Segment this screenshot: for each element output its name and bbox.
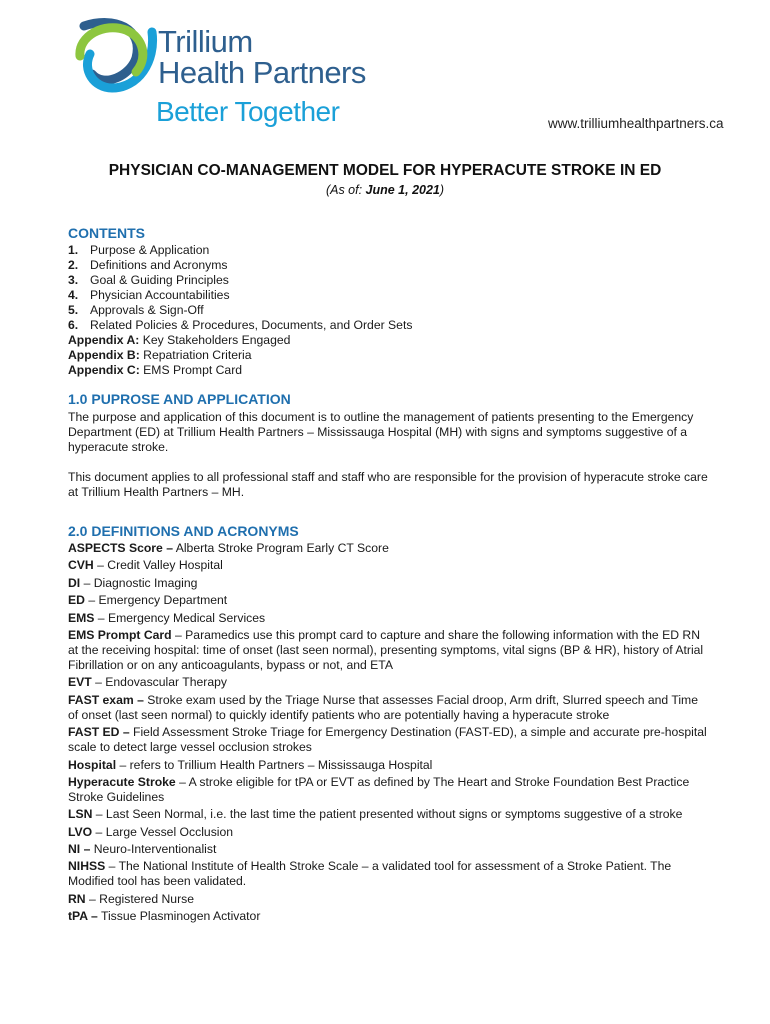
purpose-paragraph-2: This document applies to all professional staff and staff who are responsible for the provision of hyperacute stroke care at Trillium Health Partners – MH. bbox=[68, 470, 708, 499]
toc-label: Definitions and Acronyms bbox=[90, 258, 228, 272]
definition-item bbox=[68, 611, 708, 626]
appendix-key: Appendix A: bbox=[68, 333, 140, 347]
appendix-key: Appendix C: bbox=[68, 363, 140, 377]
date-prefix: (As of: bbox=[325, 183, 366, 197]
definition-term: Hyperacute Stroke bbox=[68, 774, 176, 789]
date-suffix: ) bbox=[439, 183, 445, 197]
definition-term: LVO bbox=[68, 824, 93, 839]
contents-heading: CONTENTS bbox=[68, 225, 145, 241]
toc-appendix bbox=[68, 348, 708, 363]
definition-term: RN bbox=[68, 891, 86, 906]
definition-item bbox=[68, 892, 708, 907]
document-title: PHYSICIAN CO-MANAGEMENT MODEL FOR HYPERACUTE STROKE IN ED bbox=[108, 162, 662, 179]
definition-term: Hospital bbox=[68, 757, 117, 772]
toc-appendix bbox=[68, 363, 708, 378]
definition-text: Stroke exam used by the Triage Nurse that assesses Facial droop, Arm drift, Slurred speech and Time of onset (last seen normal) to quickly identify patients who are potentially having a hyperacute stroke bbox=[68, 692, 698, 722]
purpose-heading: 1.0 PUPROSE AND APPLICATION bbox=[68, 391, 291, 407]
brand-line-2: Health Partners bbox=[158, 55, 366, 90]
definitions-section bbox=[68, 524, 708, 927]
brand-line-1: Trillium bbox=[158, 24, 253, 59]
definition-text: – Large Vessel Occlusion bbox=[92, 824, 234, 839]
definition-term: ED bbox=[68, 593, 85, 608]
toc-item bbox=[68, 258, 708, 273]
definition-text: – The National Institute of Health Stroke Scale – a validated tool for assessment of a Stroke Patient. The Modified tool has been validated. bbox=[68, 859, 672, 889]
definition-term: ASPECTS Score – bbox=[68, 541, 173, 555]
definition-item bbox=[68, 541, 708, 556]
toc-num: 6. bbox=[68, 318, 79, 332]
toc-num: 3. bbox=[68, 273, 79, 287]
toc-label: Purpose & Application bbox=[90, 243, 210, 257]
definition-term: tPA – bbox=[68, 909, 98, 924]
definition-text: – Emergency Medical Services bbox=[94, 610, 266, 625]
definition-text: – refers to Trillium Health Partners – Mississauga Hospital bbox=[116, 757, 433, 772]
tagline: Better Together bbox=[156, 96, 340, 127]
definition-item bbox=[68, 576, 708, 591]
definition-text: – Endovascular Therapy bbox=[91, 675, 227, 690]
definition-item bbox=[68, 825, 708, 840]
definition-item bbox=[68, 693, 708, 723]
definition-item bbox=[68, 758, 708, 773]
purpose-paragraph-1: The purpose and application of this document is to outline the management of patients presenting to the Emergency Department (ED) at Trillium Health Partners – Mississauga Hospital (MH) with signs and symptoms suggestive of a hyperacute stroke. bbox=[68, 410, 694, 454]
definition-term: FAST exam – bbox=[68, 692, 144, 707]
definition-term: CVH bbox=[68, 558, 94, 573]
trillium-logo-icon bbox=[74, 18, 160, 94]
website-url: www.trilliumhealthpartners.ca bbox=[548, 116, 724, 131]
definition-text: Neuro-Interventionalist bbox=[90, 842, 217, 857]
definition-term: EMS bbox=[68, 610, 95, 625]
toc-num: 2. bbox=[68, 258, 79, 272]
definition-text: – Emergency Department bbox=[84, 593, 228, 608]
definition-item bbox=[68, 807, 708, 822]
definition-item bbox=[68, 909, 708, 924]
definition-item bbox=[68, 842, 708, 857]
toc-appendix bbox=[68, 333, 708, 348]
definition-item bbox=[68, 775, 708, 805]
definition-term: LSN bbox=[68, 807, 93, 822]
toc-label: Goal & Guiding Principles bbox=[90, 273, 229, 287]
definition-text: – Paramedics use this prompt card to capture and share the following information with the ED RN at the receiving hospital: time of onset (last seen normal), presenting symptoms, vital signs (BP & HR), history of Atrial Fibrillation or on any anticoagulants, bypass or not, and ETA bbox=[68, 627, 704, 672]
definition-text: – Credit Valley Hospital bbox=[93, 558, 223, 573]
definition-text: – Registered Nurse bbox=[85, 891, 194, 906]
brand-name bbox=[158, 26, 366, 88]
toc-item bbox=[68, 273, 708, 288]
definition-item bbox=[68, 628, 708, 673]
contents-section bbox=[68, 226, 708, 378]
date-value: June 1, 2021 bbox=[365, 183, 440, 197]
definition-item bbox=[68, 558, 708, 573]
definition-text: – Diagnostic Imaging bbox=[80, 575, 198, 590]
toc-label: Approvals & Sign-Off bbox=[90, 303, 204, 317]
toc-item bbox=[68, 318, 708, 333]
definition-term: EMS Prompt Card bbox=[68, 627, 172, 642]
definition-item bbox=[68, 593, 708, 608]
toc-num: 4. bbox=[68, 288, 79, 302]
appendix-key: Appendix B: bbox=[68, 348, 140, 362]
purpose-section bbox=[68, 392, 708, 500]
definitions-list bbox=[68, 541, 708, 924]
definition-item bbox=[68, 675, 708, 690]
toc-num: 1. bbox=[68, 243, 79, 257]
toc-item bbox=[68, 243, 708, 258]
contents-list bbox=[68, 243, 708, 378]
definition-text: – A stroke eligible for tPA or EVT as defined by The Heart and Stroke Foundation Best Practice Stroke Guidelines bbox=[68, 774, 690, 804]
definition-text: Tissue Plasminogen Activator bbox=[97, 909, 261, 924]
definition-text: – Last Seen Normal, i.e. the last time the patient presented without signs or symptoms suggestive of a stroke bbox=[92, 807, 683, 822]
toc-label: Physician Accountabilities bbox=[90, 288, 230, 302]
document-date bbox=[0, 183, 770, 197]
definition-text: Alberta Stroke Program Early CT Score bbox=[173, 541, 389, 555]
definition-text: Field Assessment Stroke Triage for Emergency Destination (FAST-ED), a simple and accurate pre-hospital scale to detect large vessel occlusion strokes bbox=[68, 725, 707, 755]
appendix-label: Repatriation Criteria bbox=[139, 348, 252, 362]
definition-term: NI – bbox=[68, 842, 91, 857]
definition-item bbox=[68, 859, 708, 889]
toc-num: 5. bbox=[68, 303, 79, 317]
definition-term: EVT bbox=[68, 675, 92, 690]
appendix-label: Key Stakeholders Engaged bbox=[139, 333, 291, 347]
definition-term: FAST ED – bbox=[68, 725, 130, 740]
toc-item bbox=[68, 303, 708, 318]
definition-term: DI bbox=[68, 575, 81, 590]
toc-item bbox=[68, 288, 708, 303]
appendix-label: EMS Prompt Card bbox=[139, 363, 243, 377]
toc-label: Related Policies & Procedures, Documents, and Order Sets bbox=[90, 318, 413, 332]
definition-term: NIHSS bbox=[68, 859, 106, 874]
definitions-heading: 2.0 DEFINITIONS AND ACRONYMS bbox=[68, 523, 299, 539]
definition-item bbox=[68, 725, 708, 755]
